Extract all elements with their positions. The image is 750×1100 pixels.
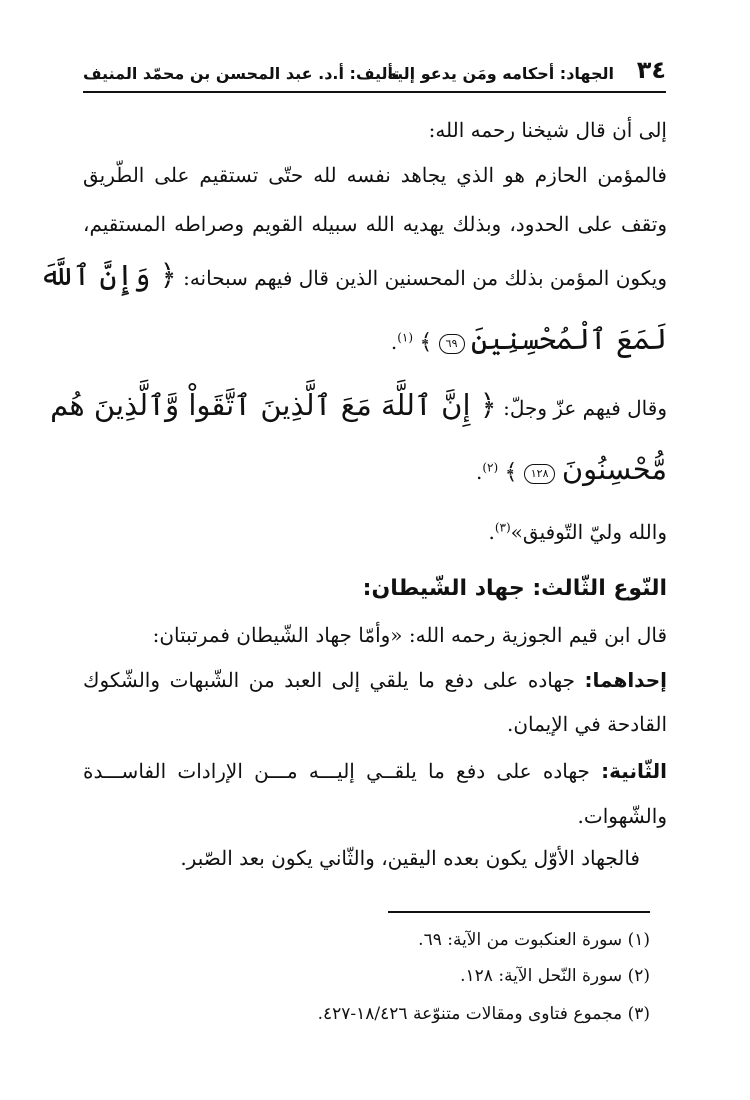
footnote [418,930,650,950]
section-heading: النّوع الثّالث: جهاد الشّيطان: [362,576,667,601]
line-text: جهاده على دفع ما يلقي إلى العبد من الشّبهات والشّكوك [83,668,575,692]
paragraph-line: إلى أن قال شيخنا رحمه الله: [428,118,667,142]
paragraph-line [50,388,667,422]
ayah-number-marker: ١٢٨ [524,464,556,484]
footnote [318,1004,650,1024]
quran-verse: لَمَعَ ٱلْمُحْسِنِينَ [470,322,667,356]
paragraph-line: وتقف على الحدود، وبذلك يهديه الله سبيله القويم وصراطه المستقيم، [83,212,667,236]
footnote-number: (٢) [627,966,650,986]
footnote [460,966,650,986]
footnote-number: (١) [627,930,650,950]
paragraph-line [391,322,667,356]
page-number: ٣٤ [636,56,666,84]
bold-lead: الثّانية: [601,759,667,783]
footnote-ref: (٢) [482,460,499,475]
paragraph-line: فالمؤمن الحازم هو الذي يجاهد نفسه لله حتّى تستقيم على الطّريق [83,163,667,187]
line-end: . [488,520,495,544]
quran-close-bracket: ﴾ [419,330,433,355]
line-end: . [475,460,483,484]
quran-verse: مُّحْسِنُونَ [561,452,667,486]
line-text: جهاده على دفع ما يلقــي إليـــه مـــن الإرادات الفاســـدة [83,759,590,783]
paragraph-line: والشّهوات. [577,804,667,828]
line-text: ويكون المؤمن بذلك من المحسنين الذين قال فيهم سبحانه: [183,266,667,290]
footnote-ref: (٣) [494,520,511,535]
footnote-text: سورة العنكبوت من الآية: ٦٩. [418,930,623,950]
paragraph-line [83,759,667,783]
footnote-text: مجموع فتاوى ومقالات متنوّعة ١٨/٤٢٦-٤٢٧. [317,1004,623,1024]
footnote-number: (٣) [627,1004,650,1024]
paragraph-line [488,520,667,544]
bold-lead: إحداهما: [584,668,667,692]
paragraph-line: قال ابن قيم الجوزية رحمه الله: «وأمّا جهاد الشّيطان فمرتبتان: [152,623,667,647]
footnote-ref: (١) [397,330,414,345]
paragraph-line [39,258,667,292]
paragraph-line: القادحة في الإيمان. [506,712,667,736]
paragraph-line [476,452,667,486]
running-header [83,56,666,90]
paragraph-line: فالجهاد الأوّل يكون بعده اليقين، والثّاني يكون بعد الصّبر. [180,846,640,870]
line-text: وقال فيهم عزّ وجلّ: [503,396,667,420]
quran-verse: ﴿ إِنَّ ٱللَّهَ مَعَ ٱلَّذِينَ ٱتَّقَواْ وَّٱلَّذِينَ هُم [50,388,497,422]
paragraph-line [83,668,667,692]
footnote-text: سورة النّحل الآية: ١٢٨. [460,966,623,986]
quran-verse: ﴿ وَإِنَّ ٱللَّهَ [39,258,177,292]
quran-close-bracket: ﴾ [504,460,518,485]
header-author: تأليف: أ.د. عبد المحسن بن محمّد المنيف [83,64,400,83]
line-text: والله وليّ التّوفيق» [510,520,667,544]
header-book-title: الجهاد: أحكامه ومَن يدعو إليه [387,64,614,83]
line-end: . [390,330,398,354]
header-rule [83,91,666,93]
ayah-number-marker: ٦٩ [439,334,465,354]
footnote-separator [388,911,650,913]
